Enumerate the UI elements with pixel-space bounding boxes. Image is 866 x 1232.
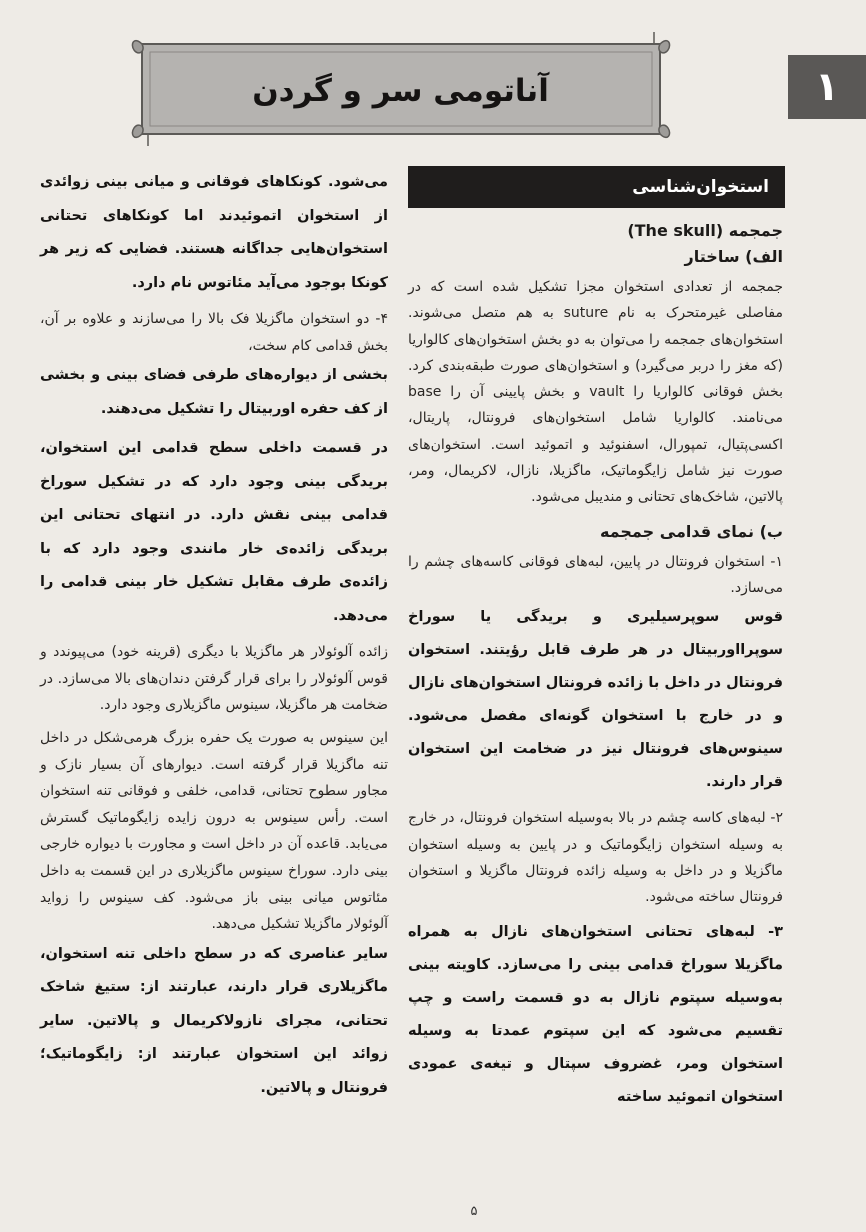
section-header — [408, 166, 785, 208]
left-column — [40, 166, 388, 1111]
item-3-bold-text: ۳- لبه‌های تحتانی استخوان‌های نازال به همراه ماگزیلا سوراخ قدامی بینی را می‌سازد. کاویته بینی به‌وسیله سپتوم نازال به دو قسمت راست و چپ تقسیم می‌شود که این سپتوم عمدتا به وسیله استخوان ومر، غضروف سپتال و تیغه‌ی عمودی استخوان اتموئید ساخته — [408, 924, 783, 1106]
chapter-title: آناتومی سر و گردن — [252, 73, 549, 109]
maxillary-sinus-paragraph: این سینوس به صورت یک حفره بزرگ هرمی‌شکل در داخل تنه ماگزیلا قرار گرفته است. دیوارهای آن بسیار نازک و مجاور سطوح تحتانی، قدامی، خلفی و فوقانی تنه استخوان است. رأس سینوس به درون زایده زایگوماتیک گسترش می‌یابد. قاعده آن در داخل است و مجاورت با دیواره خارجی بینی دارد. سوراخ سینوس ماگزیلاری در این قسمت به داخل مئاتوس میانی بینی باز می‌شود. کف سینوس را زواید آلوئولار ماگزیلا تشکیل می‌دهد. — [40, 729, 388, 933]
item-2-text: ۲- لبه‌های کاسه چشم در بالا به‌وسیله استخوان فرونتال، در خارج به وسیله استخوان زایگوماتیک و در پایین به وسیله استخوان ماگزیلا و در داخل به وسیله زائده فرونتال ماگزیلا و استخوان فرونتال ساخته می‌شود. — [408, 810, 783, 906]
heading-anterior-view: ب) نمای قدامی جمجمه — [599, 521, 783, 541]
section-title: استخوان‌شناسی — [632, 177, 769, 197]
chapter-title-banner — [128, 30, 673, 148]
alveolar-paragraph: زائده آلوئولار هر ماگزیلا با دیگری (قرینه خود) می‌پیوندد و قوس آلوئولار را برای قرار گرفتن دندان‌های بالا می‌سازد. در ضخامت هر ماگزیلا، سینوس ماگزیلاری وجود دارد. — [40, 644, 388, 714]
item-1-text: ۱- استخوان فرونتال در پایین، لبه‌های فوقانی کاسه‌های چشم را می‌سازد. — [408, 553, 783, 596]
page-number: ۵ — [470, 1204, 478, 1219]
maxillary-sinus-bold-text: سایر عناصری که در سطح داخلی تنه استخوان، ماگزیلاری قرار دارند، عبارتند از: ستیغ شاخک تحتانی، مجرای نازولاکریمال و پالاتین. سایر زوائد این استخوان عبارتند از: زایگوماتیک؛ فرونتال و پالاتین. — [40, 945, 388, 1096]
item-1-bold-text: قوس سوپرسیلیری و بریدگی یا سوراخ سوپرااوربیتال در هر طرف قابل رؤیتند. استخوان فرونتال در داخل با زائده فرونتال استخوان‌های نازال و در خارج با استخوان گونه‌ای مفصل می‌شود. سینوس‌های فرونتال نیز در ضخامت این استخوان قرار دارند. — [408, 609, 783, 791]
paragraph-structure: جمجمه از تعدادی استخوان مجزا تشکیل شده است که در مفاصلی غیرمتحرک به نام suture به هم متصل می‌شوند. استخوان‌های جمجمه را می‌توان به دو بخش استخوان‌های کالواریا (که مغز را دربر می‌گیرد) و استخوان‌های صورت طبقه‌بندی کرد. بخش فوقانی کالواریا را vault و بخش پایینی آن را base می‌نامند. کالواریا شامل استخوان‌های فرونتال، پاریتال، اکسی‌پتیال، تمپورال، اسفنوئید و اتموئید است. استخوان‌های صورت نیز شامل زایگوماتیک، ماگزیلا، نازال، لاکریمال، ومر، پالاتین، شاخک‌های تحتانی و مندیبل می‌شود. — [408, 279, 783, 506]
item-4-text: ۴- دو استخوان ماگزیلا فک بالا را می‌سازند و علاوه بر آن، بخش قدامی کام سخت، — [40, 311, 388, 354]
chapter-number: ۱ — [814, 64, 840, 110]
heading-structure: الف) ساختار — [684, 247, 783, 266]
chapter-number-tab — [788, 55, 866, 119]
nasal-notch-bold-text: در قسمت داخلی سطح قدامی این استخوان، بریدگی بینی وجود دارد که در تشکیل سوراخ قدامی بینی نقش دارد. در انتهای تحتانی این بریدگی زائده‌ی خار مانندی وجود دارد که با زائده‌ی طرف مقابل تشکیل خار بینی قدامی را می‌دهد. — [40, 440, 388, 624]
continued-bold-text: می‌شود. کونکاهای فوقانی و میانی بینی زوائدی از استخوان اتموئیدند اما کونکاهای تحتانی استخوان‌هایی جداگانه هستند. فضایی که زیر هر کونکا بوجود می‌آید مئاتوس نام دارد. — [40, 174, 388, 291]
item-4-bold-text: بخشی از دیواره‌های طرفی فضای بینی و بخشی از کف حفره اوربیتال را تشکیل می‌دهند. — [40, 367, 388, 417]
heading-skull: جمجمه (The skull) — [627, 221, 783, 240]
right-column — [408, 166, 783, 1120]
